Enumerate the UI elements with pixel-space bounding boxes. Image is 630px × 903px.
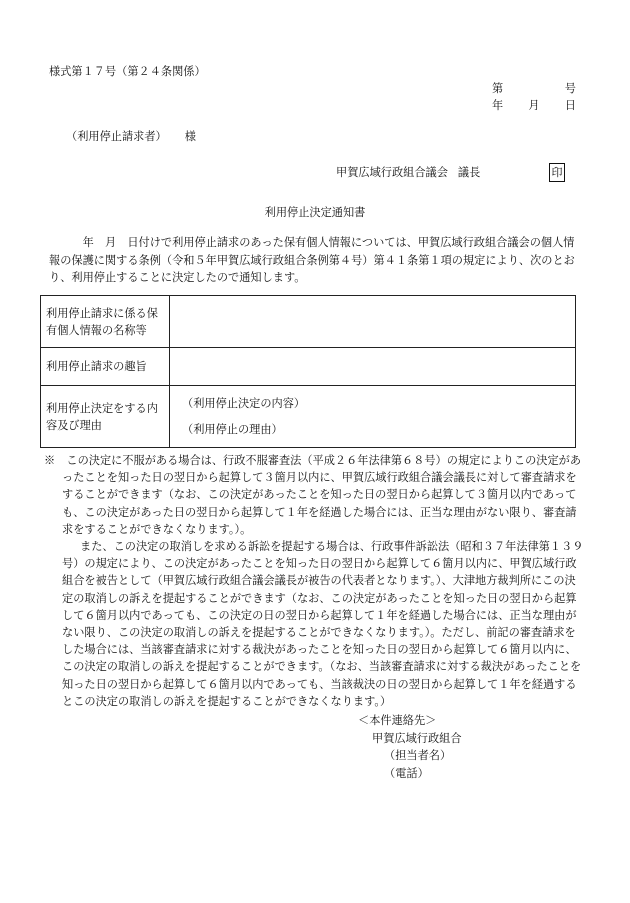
date-year: 年 bbox=[492, 99, 504, 112]
note-lawsuit: また、この決定の取消しを求める訴訟を提起する場合は、行政事件訴訟法（昭和３７年法律第１３９号）の規定により、この決定があったことを知った日の翌日から起算して６箇月以内に、甲賀広域行政組合を被告として（甲賀広域行政組合議会議長が被告の代表者となります。）、大津地方裁判所にこの決定の取消しの訴えを提起することができます（なお、この決定があったことを知った日の翌日から起算して６箇月以内であっても、この決定の日の翌日から起算して１年を経過した場合には、正当な理由がない限り、この決定の取消しの訴えを提起することができなくなります。）。ただし、前記の審査請求をした場合には、当該審査請求に対する裁決があったことを知った日の翌日から起算して６箇月以内に、この決定の取消しの訴えを提起することができます。（なお、当該審査請求に対する裁決があったことを知った日の翌日から起算して６箇月以内であっても、当該裁決の日の翌日から起算して１年を経過するとこの決定の取消しの訴えを提起することができなくなります。） bbox=[62, 540, 584, 708]
doc-number-dai: 第 bbox=[492, 82, 504, 95]
row3-content-reason: （利用停止の理由） bbox=[182, 422, 283, 436]
table-row bbox=[41, 348, 576, 386]
document-number-block bbox=[492, 83, 576, 117]
contact-org: 甲賀広域行政組合 bbox=[372, 731, 462, 745]
row1-label: 利用停止請求に係る保有個人情報の名称等 bbox=[41, 296, 170, 348]
date-month: 月 bbox=[528, 99, 540, 112]
contact-person: （担当者名） bbox=[384, 749, 452, 762]
document-title: 利用停止決定通知書 bbox=[264, 206, 366, 219]
seal-stamp-box: 印 bbox=[549, 163, 565, 182]
form-number: 様式第１７号（第２４条関係） bbox=[49, 65, 206, 78]
row3-label: 利用停止決定をする内容及び理由 bbox=[41, 386, 170, 448]
contact-heading: ＜本件連絡先＞ bbox=[358, 714, 437, 727]
row1-value bbox=[170, 296, 576, 348]
doc-number-go: 号 bbox=[564, 82, 576, 95]
sender-org: 甲賀広域行政組合議会 bbox=[336, 166, 448, 179]
date-day: 日 bbox=[564, 99, 576, 112]
contact-phone: （電話） bbox=[384, 766, 429, 780]
row3-content-decision: （利用停止決定の内容） bbox=[182, 396, 306, 410]
row2-label: 利用停止請求の趣旨 bbox=[41, 348, 170, 386]
decision-table bbox=[40, 295, 576, 448]
addressee-label: （利用停止請求者） bbox=[66, 130, 167, 143]
document-number-line bbox=[492, 83, 576, 100]
sender bbox=[336, 167, 480, 178]
notes-section bbox=[44, 452, 584, 710]
intro-text: 年 月 日付けで利用停止請求のあった保有個人情報については、甲賀広域行政組合議会の個人情報の保護に関する条例（令和５年甲賀広域行政組合条例第４号）第４１条第１項の規定により、次のとおり、利用停止することに決定したので通知します。 bbox=[49, 236, 575, 284]
note-review-request: ※ この決定に不服がある場合は、行政不服審査法（平成２６年法律第６８号）の規定によりこの決定があったことを知った日の翌日から起算して３箇月以内に、甲賀広域行政組合議会議長に対して審査請求をすることができます（なお、この決定があったことを知った日の翌日から起算して３箇月以内であっても、この決定があった日の翌日から起算して１年を経過した場合には、正当な理由がない限り、審査請求をすることができなくなります。）。 bbox=[44, 454, 582, 536]
table-row bbox=[41, 296, 576, 348]
sender-title: 議長 bbox=[457, 166, 481, 179]
date-line bbox=[492, 100, 576, 117]
contact-block bbox=[358, 712, 462, 782]
table-row bbox=[41, 386, 576, 448]
row3-value bbox=[170, 386, 576, 448]
row2-value bbox=[170, 348, 576, 386]
addressee bbox=[66, 131, 196, 142]
addressee-honorific: 様 bbox=[184, 130, 196, 143]
intro-paragraph bbox=[49, 234, 579, 287]
